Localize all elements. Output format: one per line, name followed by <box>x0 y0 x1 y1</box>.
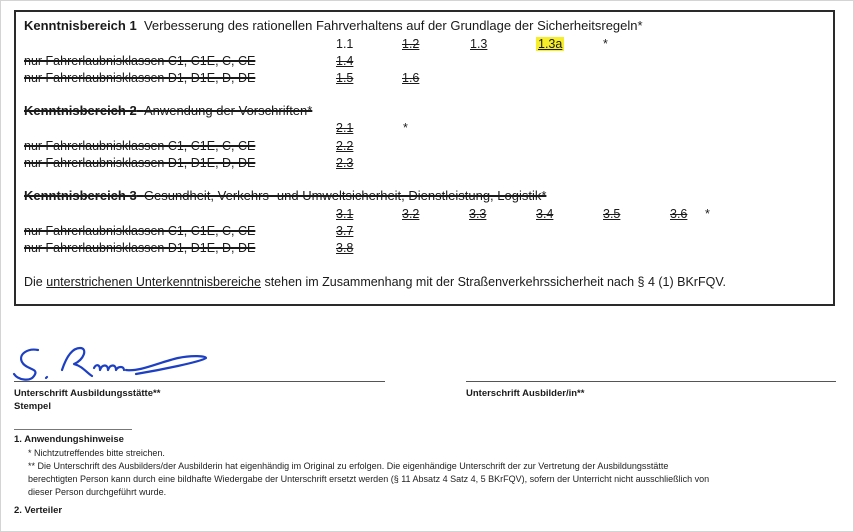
kb3-code-3-5: 3.5 <box>603 207 621 221</box>
kb1-code-1-3a: 1.3a <box>538 37 563 51</box>
kb1-code-1-1: 1.1 <box>336 37 354 51</box>
kb3-code-3-1: 3.1 <box>336 207 354 221</box>
footnote-divider <box>14 429 132 430</box>
kb2-code-2-3: 2.3 <box>336 156 354 170</box>
kb2-subtitle: Anwendung der Vorschriften* <box>143 103 313 118</box>
kb3-code-3-4: 3.4 <box>536 207 554 221</box>
signature-line-right <box>466 381 836 382</box>
kb3-star: * <box>705 207 710 221</box>
kb1-code-1-2: 1.2 <box>402 37 420 51</box>
kb3-heading <box>24 189 546 203</box>
kb3-code-3-7: 3.7 <box>336 224 354 238</box>
signature-line-left <box>14 381 385 382</box>
kb3-group-d-label: nur Fahrerlaubnisklassen D1, D1E, D, DE <box>24 241 256 255</box>
kb1-code-1-5: 1.5 <box>336 71 354 85</box>
kb2-star: * <box>403 121 408 135</box>
kb3-title: Kenntnisbereich 3 <box>24 188 137 203</box>
kb1-code-1-3: 1.3 <box>470 37 488 51</box>
kb2-heading <box>24 104 312 118</box>
signature-right-label: Unterschrift Ausbilder/in** <box>466 388 585 399</box>
road-safety-note <box>24 275 726 289</box>
kb2-group-d-label: nur Fahrerlaubnisklassen D1, D1E, D, DE <box>24 156 256 170</box>
kb3-code-3-3: 3.3 <box>469 207 487 221</box>
footnote-section-1-title: 1. Anwendungshinweise <box>14 434 124 445</box>
kb3-code-3-2: 3.2 <box>402 207 420 221</box>
kb2-code-2-1: 2.1 <box>336 121 354 135</box>
kb1-code-1-4: 1.4 <box>336 54 354 68</box>
signature-left-sub: Stempel <box>14 401 51 412</box>
kb1-group-d-label: nur Fahrerlaubnisklassen D1, D1E, D, DE <box>24 71 256 85</box>
footnote-line-3: berechtigten Person kann durch eine bildhafte Wiedergabe der Unterschrift ersetzt werden (§ 11 Absatz 4 Satz 4, 5 BKrFQV), sofern der Unterricht nicht ausschließlich von <box>28 474 710 484</box>
footnote-line-4: dieser Person durchgeführt wurde. <box>28 487 167 497</box>
kb1-group-c-label: nur Fahrerlaubnisklassen C1, C1E, C, CE <box>24 54 256 68</box>
kb2-code-2-2: 2.2 <box>336 139 354 153</box>
kb3-code-3-6: 3.6 <box>670 207 688 221</box>
signature-left-label: Unterschrift Ausbildungsstätte** <box>14 388 161 399</box>
kb1-subtitle: Verbesserung des rationellen Fahrverhaltens auf der Grundlage der Sicherheitsregeln* <box>143 18 643 33</box>
footnote-section-2-title: 2. Verteiler <box>14 505 63 516</box>
kb2-title: Kenntnisbereich 2 <box>24 103 137 118</box>
kb1-code-1-6: 1.6 <box>402 71 420 85</box>
footnote-line-1: * Nichtzutreffendes bitte streichen. <box>28 448 165 458</box>
note-prefix: Die <box>24 275 43 289</box>
footnote-line-2: ** Die Unterschrift des Ausbilders/der Ausbilderin hat eigenhändig im Original zu erfolgen. Die eigenhändige Unterschrift der zur Vertretung der Ausbildungsstätte <box>28 461 669 471</box>
note-underlined: unterstrichenen Unterkenntnisbereiche <box>46 275 261 289</box>
kb1-star: * <box>603 37 608 51</box>
kb1-heading <box>24 19 643 33</box>
kb3-code-3-8: 3.8 <box>336 241 354 255</box>
kb3-group-c-label: nur Fahrerlaubnisklassen C1, C1E, C, CE <box>24 224 256 238</box>
kb2-group-c-label: nur Fahrerlaubnisklassen C1, C1E, C, CE <box>24 139 256 153</box>
kb1-title: Kenntnisbereich 1 <box>24 18 137 33</box>
note-suffix: stehen im Zusammenhang mit der Straßenverkehrssicherheit nach § 4 (1) BKrFQV. <box>264 275 726 289</box>
kb3-subtitle: Gesundheit, Verkehrs- und Umweltsicherheit, Dienstleistung, Logistik* <box>143 188 547 203</box>
